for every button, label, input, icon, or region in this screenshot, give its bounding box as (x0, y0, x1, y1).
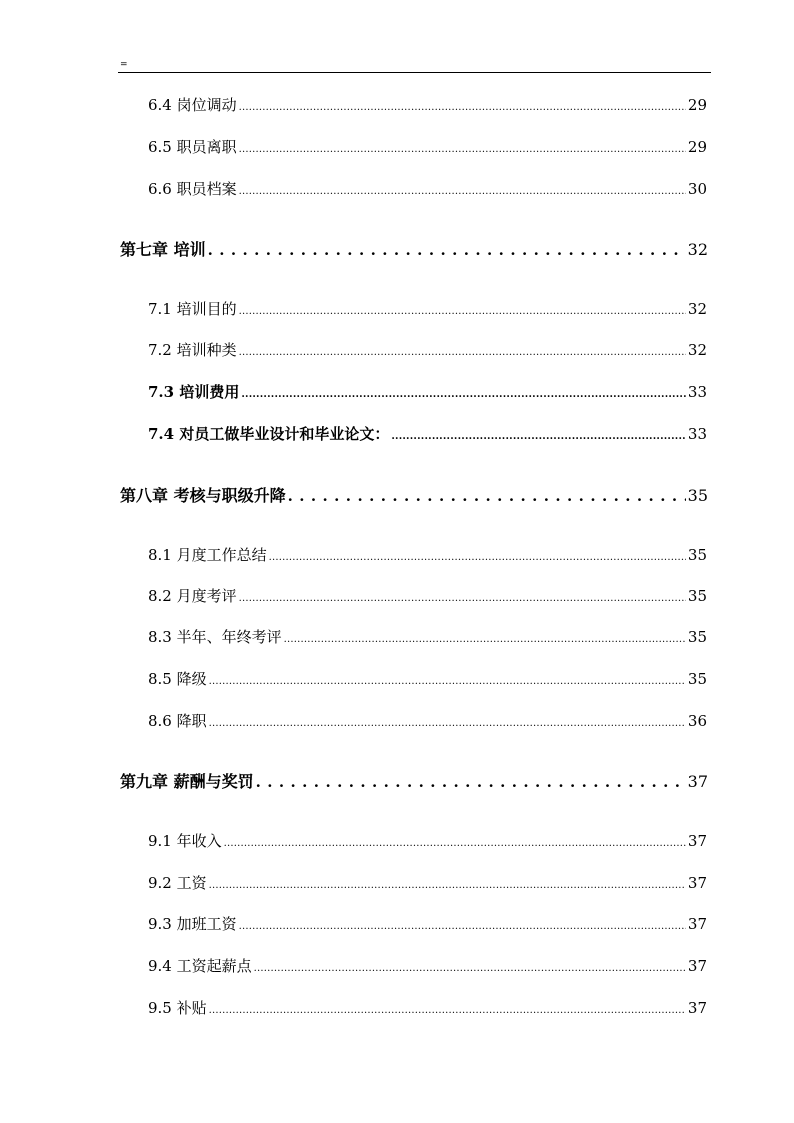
toc-entry-8-3[interactable] (148, 626, 707, 647)
toc-entry-7-1[interactable] (148, 298, 707, 319)
toc-leader-dots (288, 486, 686, 505)
toc-leader-dots (209, 670, 686, 688)
toc-page-number: 32 (687, 341, 707, 359)
toc-page-number: 35 (687, 587, 707, 605)
toc-entry-title: 6.5 职员离职 (148, 138, 237, 156)
toc-entry-title: 8.1 月度工作总结 (148, 546, 267, 564)
toc-entry-title: 9.3 加班工资 (148, 915, 237, 933)
toc-page-number: 33 (687, 425, 707, 443)
toc-entry-title: 6.6 职员档案 (148, 180, 237, 198)
toc-page-number: 30 (687, 180, 707, 198)
toc-page-number: 37 (687, 915, 707, 933)
toc-chapter-7[interactable] (120, 237, 708, 260)
toc-entry-title: 8.6 降职 (148, 712, 207, 730)
toc-entry-8-5[interactable] (148, 668, 707, 689)
toc-leader-dots (239, 96, 686, 114)
toc-chapter-9[interactable] (120, 769, 708, 792)
toc-page-number: 37 (687, 772, 708, 791)
toc-page-number: 33 (687, 383, 707, 401)
toc-entry-9-3[interactable] (148, 913, 707, 934)
toc-leader-dots (224, 832, 686, 850)
toc-leader-dots (208, 240, 686, 259)
toc-entry-title: 7.1 培训目的 (148, 300, 237, 318)
toc-leader-dots (241, 383, 686, 401)
toc-entry-title: 9.5 补贴 (148, 999, 207, 1017)
toc-chapter-title: 第八章 考核与职级升降 (120, 486, 286, 505)
toc-leader-dots (209, 874, 686, 892)
toc-page-number: 35 (687, 628, 707, 646)
toc-leader-dots (269, 546, 686, 564)
toc-entry-title: 7.4 对员工做毕业设计和毕业论文： (148, 425, 390, 443)
toc-leader-dots (239, 587, 686, 605)
toc-chapter-title: 第九章 薪酬与奖罚 (120, 772, 254, 791)
toc-chapter-8[interactable] (120, 483, 708, 506)
toc-leader-dots (239, 915, 686, 933)
toc-entry-8-1[interactable] (148, 544, 707, 565)
toc-leader-dots (239, 300, 686, 318)
toc-page-number: 35 (687, 486, 708, 505)
toc-leader-dots (254, 957, 686, 975)
toc-entry-title: 8.2 月度考评 (148, 587, 237, 605)
toc-entry-8-6[interactable] (148, 710, 707, 731)
toc-entry-6-6[interactable] (148, 178, 707, 199)
toc-page-number: 36 (687, 712, 707, 730)
toc-entry-9-4[interactable] (148, 955, 707, 976)
toc-leader-dots (239, 341, 686, 359)
toc-entry-title: 9.2 工资 (148, 874, 207, 892)
toc-entry-6-5[interactable] (148, 136, 707, 157)
toc-entry-title: 6.4 岗位调动 (148, 96, 237, 114)
toc-entry-title: 8.5 降级 (148, 670, 207, 688)
toc-page-number: 32 (687, 240, 708, 259)
header-rule (118, 72, 711, 73)
toc-leader-dots (239, 180, 686, 198)
toc-leader-dots (391, 425, 686, 443)
toc-page-number: 32 (687, 300, 707, 318)
toc-page-number: 37 (687, 957, 707, 975)
toc-entry-title: 8.3 半年、年终考评 (148, 628, 282, 646)
toc-leader-dots (256, 772, 686, 791)
toc-page-number: 35 (687, 546, 707, 564)
toc-entry-title: 7.2 培训种类 (148, 341, 237, 359)
toc-page-number: 29 (687, 138, 707, 156)
toc-entry-6-4[interactable] (148, 94, 707, 115)
toc-entry-7-2[interactable] (148, 339, 707, 360)
toc-leader-dots (209, 999, 686, 1017)
toc-entry-7-4[interactable] (148, 423, 707, 444)
toc-page-number: 35 (687, 670, 707, 688)
toc-entry-9-1[interactable] (148, 830, 707, 851)
toc-entry-title: 9.1 年收入 (148, 832, 222, 850)
toc-page-number: 37 (687, 999, 707, 1017)
toc-entry-9-2[interactable] (148, 872, 707, 893)
toc-entry-7-3[interactable] (148, 381, 707, 402)
toc-entry-9-5[interactable] (148, 997, 707, 1018)
toc-leader-dots (284, 628, 686, 646)
toc-chapter-title: 第七章 培训 (120, 240, 206, 259)
toc-page-number: 37 (687, 832, 707, 850)
toc-entry-title: 9.4 工资起薪点 (148, 957, 252, 975)
toc-leader-dots (239, 138, 686, 156)
toc-page-number: 29 (687, 96, 707, 114)
toc-page-number: 37 (687, 874, 707, 892)
header-mark: = (120, 60, 128, 70)
toc-leader-dots (209, 712, 686, 730)
toc-entry-8-2[interactable] (148, 585, 707, 606)
toc-entry-title: 7.3 培训费用 (148, 383, 240, 401)
